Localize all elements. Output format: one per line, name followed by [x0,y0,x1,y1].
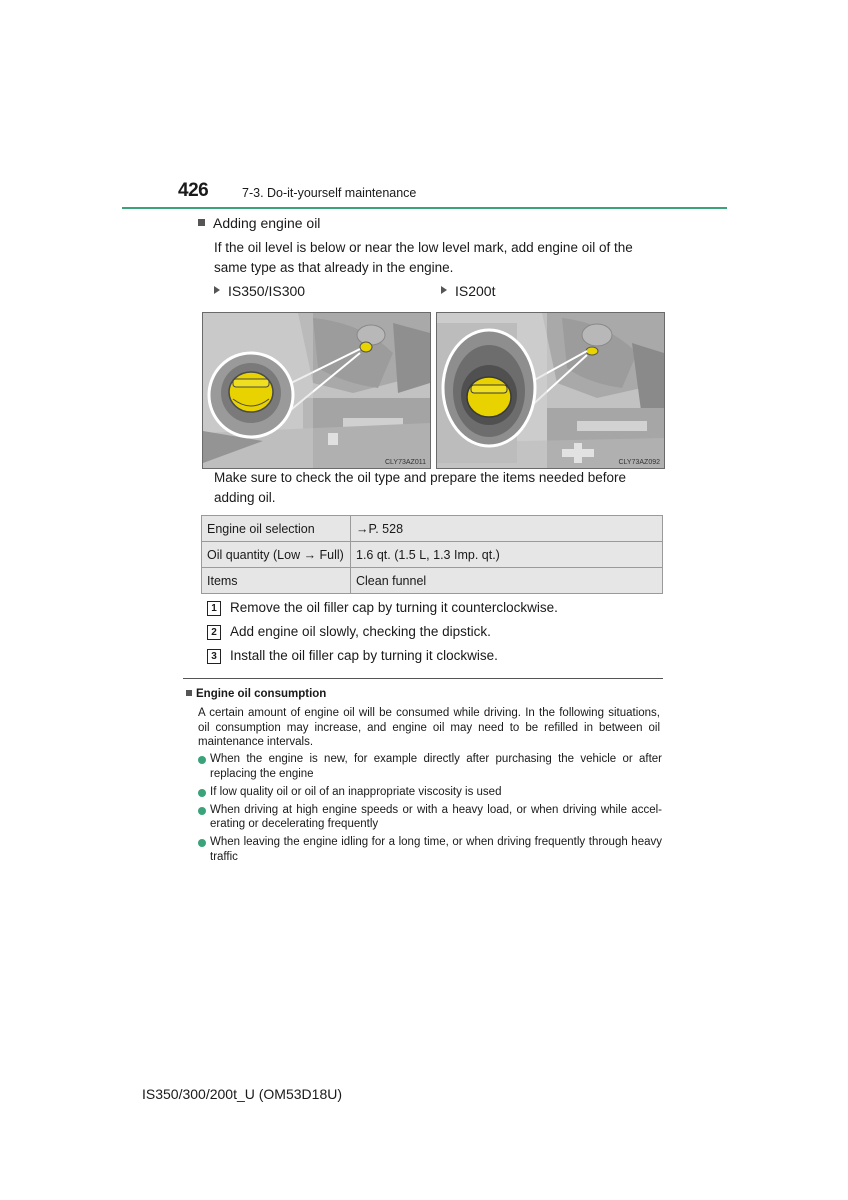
list-item: When the engine is new, for example directly after purchasing the vehicle or after replacing the engine [198,752,662,781]
step-2: 2 Add engine oil slowly, checking the dipstick. [207,624,491,640]
consumption-intro: A certain amount of engine oil will be consumed while driving. In the following situations, oil consumption may increase, and engine oil may need to be refilled in between oil maintenance intervals. [198,707,660,748]
table-cell-label: Items [202,568,351,594]
oil-spec-table [201,515,663,594]
step-3: 3 Install the oil filler cap by turning it clockwise. [207,648,498,664]
table-cell-label: Engine oil selection [202,516,351,542]
list-item: When leaving the engine idling for a long time, or when driving frequently through heavy traffic [198,835,662,864]
table-cell-label: Oil quantity (Low → Full) [202,542,351,568]
engine-bay-illustration [203,313,430,468]
bullet-dot-icon [198,807,206,815]
step-number-box: 2 [207,625,221,640]
model-label-is350: IS350/IS300 [214,283,305,299]
triangle-bullet-icon [441,286,447,294]
list-item: If low quality oil or oil of an inappropriate viscosity is used [198,785,662,800]
photo-code: CLY73AZ092 [618,459,660,466]
model-label-is200t: IS200t [441,283,495,299]
section-divider [183,678,663,679]
step-number-box: 3 [207,649,221,664]
square-bullet-icon [198,219,205,226]
oil-type-note: Make sure to check the oil type and prepare the items needed before adding oil. [214,470,627,505]
consumption-heading: Engine oil consumption [186,688,326,700]
step-1: 1 Remove the oil filler cap by turning it counterclockwise. [207,600,558,616]
table-row [202,542,663,568]
section-title: 7-3. Do-it-yourself maintenance [242,186,417,200]
bullet-dot-icon [198,756,206,764]
footer-model-code: IS350/300/200t_U (OM53D18U) [142,1086,342,1102]
photo-code: CLY73AZ011 [385,459,426,466]
table-row [202,568,663,594]
bullet-dot-icon [198,839,206,847]
triangle-bullet-icon [214,286,220,294]
square-bullet-icon [186,690,192,696]
table-row [202,516,663,542]
header-rule [122,207,727,209]
page-number: 426 [178,180,209,201]
engine-photo-is350 [202,312,431,469]
consumption-bullet-list [198,752,662,868]
table-cell-value: →P. 528 [351,516,663,542]
bullet-dot-icon [198,789,206,797]
adding-oil-intro: If the oil level is below or near the low level mark, add engine oil of the same type as that already in the engine. [214,240,633,275]
adding-oil-heading: Adding engine oil [198,215,320,231]
engine-bay-illustration [437,313,664,468]
table-cell-value: Clean funnel [351,568,663,594]
step-number-box: 1 [207,601,221,616]
engine-photo-is200t [436,312,665,469]
table-cell-value: 1.6 qt. (1.5 L, 1.3 Imp. qt.) [351,542,663,568]
list-item: When driving at high engine speeds or with a heavy load, or when driving while accel-erating or decelerating frequently [198,803,662,832]
